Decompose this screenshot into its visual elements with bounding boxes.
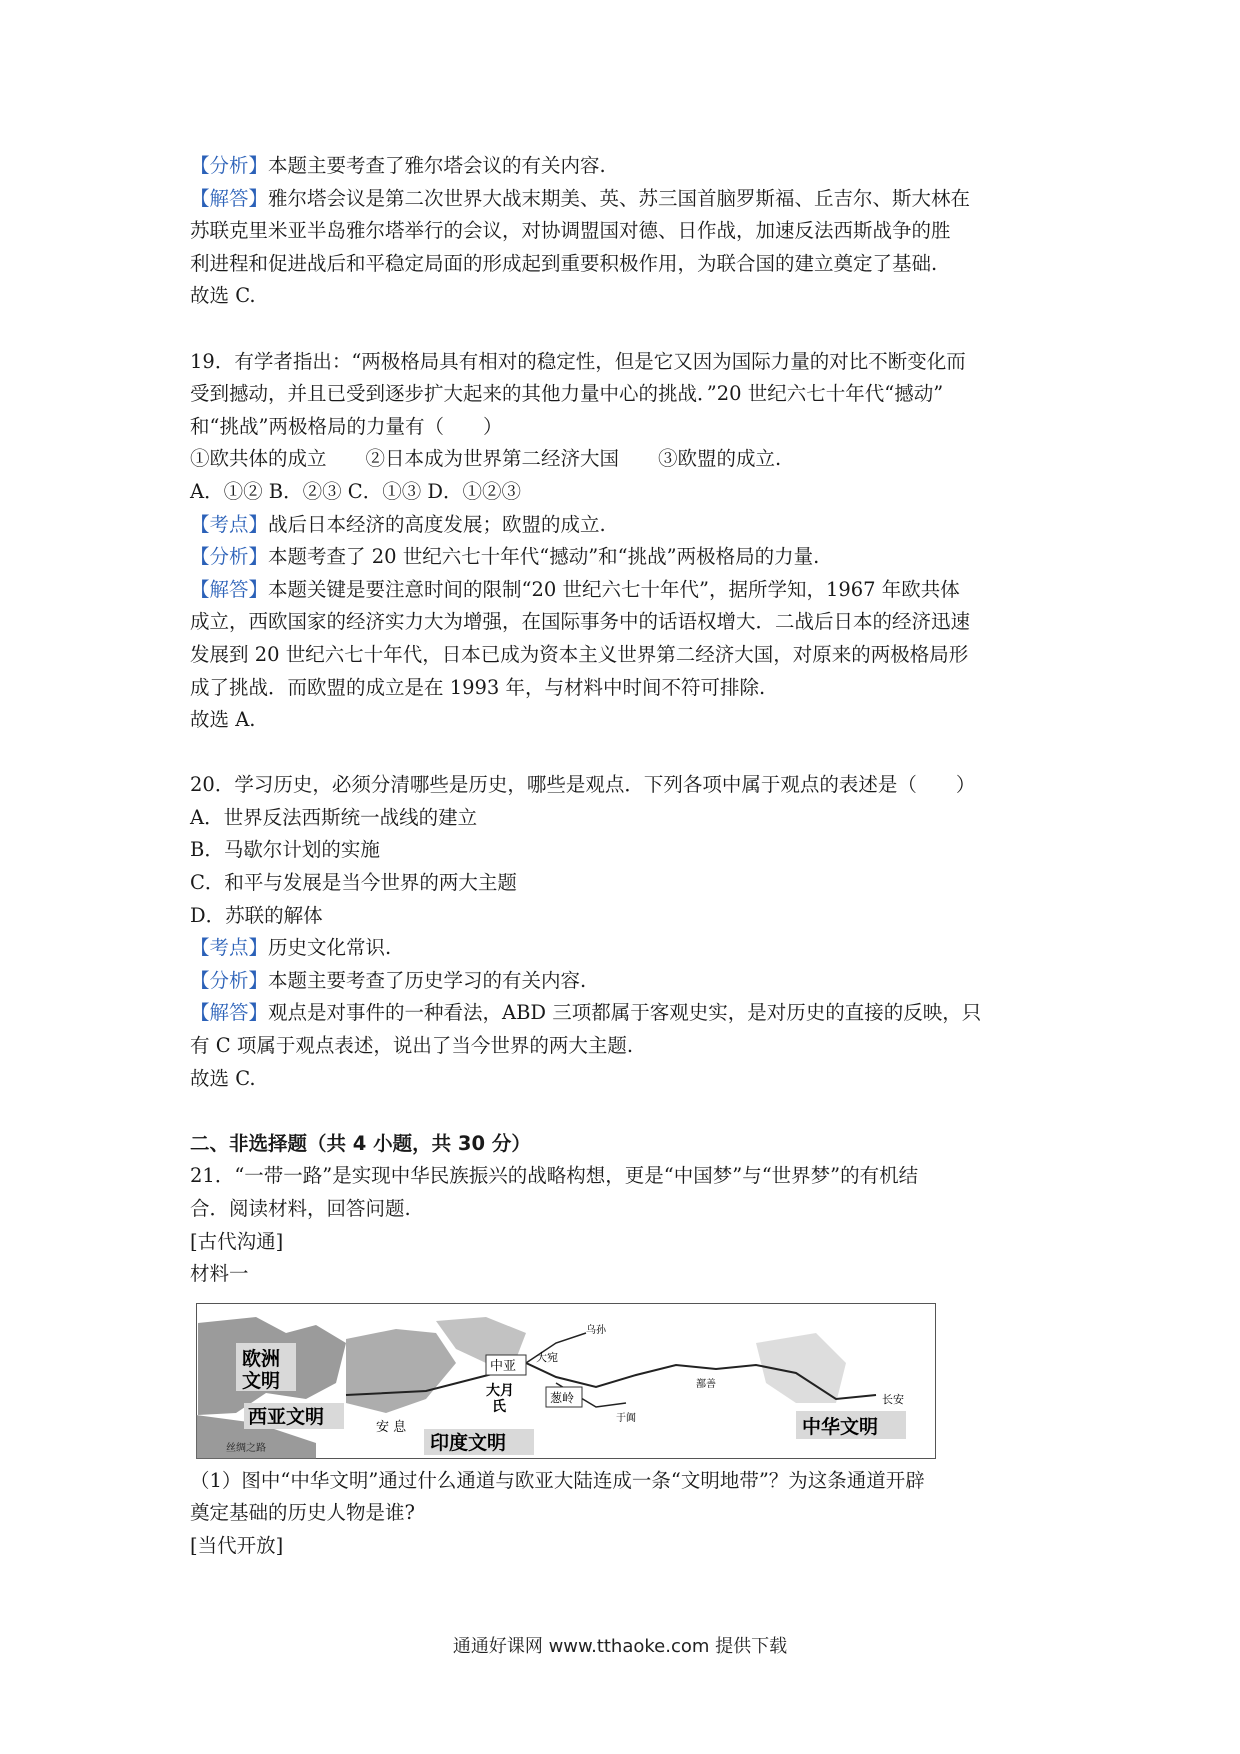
congling-label: 葱岭 [550,1390,575,1405]
q21-material-label: 材料一 [190,1262,249,1286]
dayuezhi-label-2: 氏 [492,1398,506,1415]
q20-stem: 20．学习历史，必须分清哪些是历史，哪些是观点．下列各项中属于观点的表述是（ ） [190,773,976,797]
point-text: 历史文化常识. [268,936,392,960]
anxi-label: 安 息 [376,1419,407,1435]
q18-answer-line-3: 利进程和促进战后和平稳定局面的形成起到重要积极作用，为联合国的建立奠定了基础. [190,251,938,275]
spacer [190,1095,1060,1128]
q19-items: ①欧共体的成立 ②日本成为世界第二经济大国 ③欧盟的成立. [190,447,782,471]
india-label: 印度文明 [430,1431,507,1454]
china-label: 中华文明 [802,1415,879,1438]
analysis-text: 本题考查了 20 世纪六七十年代“撼动”和“挑战”两极格局的力量. [268,545,820,569]
q19-analysis [190,541,1060,574]
q18-analysis [190,150,1060,183]
q20-option-b: B．马歇尔计划的实施 [190,838,380,862]
page-footer: 通通好课网 www.tthaoke.com 提供下载 [452,1636,788,1657]
answer-text: 雅尔塔会议是第二次世界大战末期美、英、苏三国首脑罗斯福、丘吉尔、斯大林在 [268,186,971,210]
spacer [190,313,1060,346]
q19-choice: 故选 A. [190,708,256,732]
q20-answer-line-1 [190,997,1060,1030]
q19-answer-line-1 [190,574,1060,607]
analysis-text: 本题主要考查了历史学习的有关内容. [268,968,587,992]
q19-point [190,509,1060,542]
answer-tag: 【解答】 [190,1001,269,1025]
analysis-text: 本题主要考查了雅尔塔会议的有关内容. [268,154,606,177]
q21-question-1-line-1: （1）图中“中华文明”通过什么通道与欧亚大陆连成一条“文明地带”？为这条通道开辟 [190,1468,925,1492]
q21-subsection-modern: [当代开放] [190,1533,284,1557]
shanshan-label: 鄯善 [696,1378,716,1390]
q20-option-d: D．苏联的解体 [190,903,323,927]
q20-option-a: A．世界反法西斯统一战线的建立 [190,805,478,829]
q20-analysis [190,965,1060,998]
answer-text: 观点是对事件的一种看法，ABD 三项都属于客观史实，是对历史的直接的反映，只 [268,1001,982,1025]
point-tag: 【考点】 [190,936,269,960]
west-asia-label: 西亚文明 [248,1405,325,1428]
q19-answer-line-3: 发展到 20 世纪六七十年代，日本已成为资本主义世界第二经济大国，对原来的两极格局形 [190,642,969,666]
q19-stem-line-2: 受到撼动，并且已受到逐步扩大起来的其他力量中心的挑战．”20 世纪六七十年代“撼动” [190,382,944,406]
q19-answer-line-2: 成立，西欧国家的经济实力大为增强，在国际事务中的话语权增大．二战后日本的经济迅速 [190,610,971,634]
q20-answer-line-2: 有 C 项属于观点表述，说出了当今世界的两大主题. [190,1034,634,1058]
silk-road-map-graphic [196,1303,936,1459]
yutian-label: 于阗 [616,1412,636,1424]
q18-answer-line-1 [190,183,1060,216]
point-tag: 【考点】 [190,512,269,536]
q18-answer-line-2: 苏联克里米亚半岛雅尔塔举行的会议，对协调盟国对德、日作战，加速反法西斯战争的胜 [190,219,951,243]
answer-text: 本题关键是要注意时间的限制“20 世纪六七十年代”，据所学知，1967 年欧共体 [268,577,960,601]
q18-choice: 故选 C. [190,284,256,308]
section-heading: 二、非选择题（共 4 小题，共 30 分） [190,1131,531,1155]
silk-road-map [196,1303,936,1459]
q19-stem-line-1: 19．有学者指出：“两极格局具有相对的稳定性，但是它又因为国际力量的对比不断变化而 [190,349,966,373]
central-asia-label: 中亚 [490,1358,517,1374]
analysis-tag: 【分析】 [190,968,269,992]
q20-choice: 故选 C. [190,1066,256,1090]
analysis-tag: 【分析】 [190,154,269,177]
q21-stem-line-2: 合．阅读材料，回答问题. [190,1197,411,1220]
q21-stem-line-1: 21．“一带一路”是实现中华民族振兴的战略构想，更是“中国梦”与“世界梦”的有机结 [190,1164,919,1188]
q19-stem-line-3: 和“挑战”两极格局的力量有（ ） [190,414,503,438]
answer-tag: 【解答】 [190,577,269,601]
spacer [190,737,1060,770]
dayuan-label: 大宛 [536,1350,558,1364]
europe-label-2: 文明 [242,1369,281,1392]
q21-subsection-ancient: [古代沟通] [190,1229,284,1253]
analysis-tag: 【分析】 [190,545,269,569]
q19-answer-line-4: 成了挑战．而欧盟的成立是在 1993 年，与材料中时间不符可排除. [190,675,766,699]
q20-point [190,932,1060,965]
wusun-label: 乌孙 [586,1324,606,1336]
map-legend: 丝绸之路 [226,1442,266,1454]
page-content [190,150,1060,1563]
europe-label-1: 欧洲 [242,1347,281,1370]
changan-label: 长安 [882,1392,904,1406]
q21-question-1-line-2: 奠定基础的历史人物是谁? [190,1501,415,1525]
q20-option-c: C．和平与发展是当今世界的两大主题 [190,871,517,895]
q19-options: A．①② B．②③ C．①③ D．①②③ [190,479,522,503]
dayuezhi-label-1: 大月 [486,1382,514,1399]
point-text: 战后日本经济的高度发展；欧盟的成立. [268,512,606,536]
answer-tag: 【解答】 [190,186,269,210]
